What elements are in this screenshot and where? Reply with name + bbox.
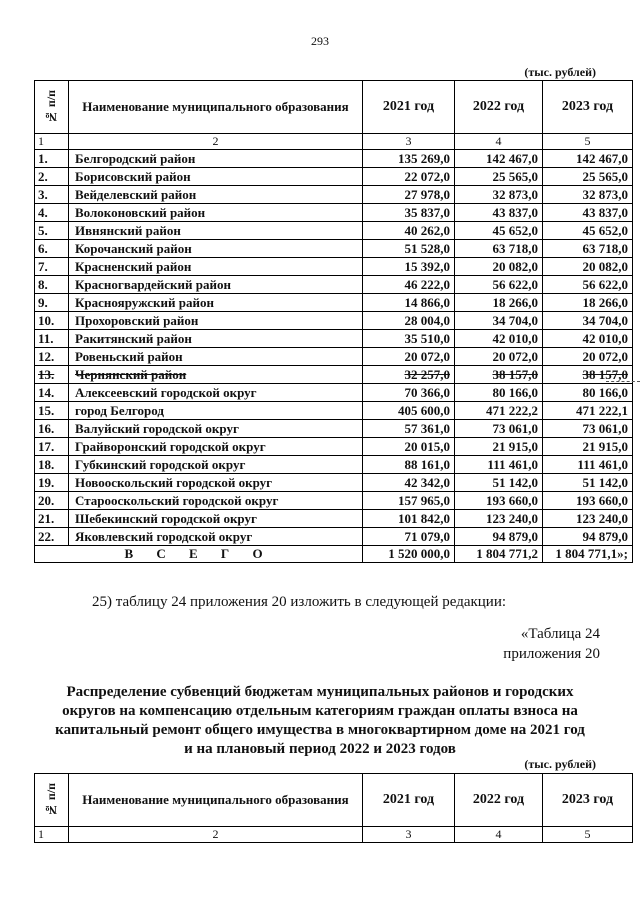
row-2021 bbox=[363, 186, 455, 204]
total-2021: 1 520 000,0 bbox=[363, 546, 455, 563]
row-2023 bbox=[543, 348, 633, 366]
row-name bbox=[69, 168, 363, 186]
row-2021 bbox=[363, 168, 455, 186]
row-2022 bbox=[455, 168, 543, 186]
row-2022-text: 111 461,0 bbox=[487, 456, 538, 472]
row-name bbox=[69, 240, 363, 258]
row-2023 bbox=[543, 474, 633, 492]
row-index bbox=[35, 456, 69, 474]
row-2021-text: 70 366,0 bbox=[404, 384, 450, 400]
row-2021-text: 71 079,0 bbox=[404, 528, 450, 544]
row-2022-text: 94 879,0 bbox=[492, 528, 538, 544]
row-2022 bbox=[455, 366, 543, 384]
row-2021 bbox=[363, 258, 455, 276]
header-2023: 2023 год bbox=[543, 774, 633, 827]
row-2023 bbox=[543, 222, 633, 240]
col-number: 5 bbox=[543, 827, 633, 843]
row-index bbox=[35, 492, 69, 510]
row-2023-text: 42 010,0 bbox=[582, 330, 628, 346]
table-2-title bbox=[40, 683, 600, 759]
row-index-text: 13. bbox=[38, 366, 55, 382]
header-2021: 2021 год bbox=[363, 774, 455, 827]
row-index-text: 1. bbox=[38, 150, 48, 166]
header-num-text: № п/п bbox=[44, 89, 58, 125]
row-2022 bbox=[455, 294, 543, 312]
row-2023-text: 51 142,0 bbox=[582, 474, 628, 490]
row-2023 bbox=[543, 168, 633, 186]
row-name bbox=[69, 276, 363, 294]
row-2021-text: 20 015,0 bbox=[404, 438, 450, 454]
row-index bbox=[35, 528, 69, 546]
row-2023-text: 25 565,0 bbox=[582, 168, 628, 184]
table-row bbox=[35, 240, 633, 258]
row-index bbox=[35, 474, 69, 492]
row-name-text: Красногвардейский район bbox=[75, 276, 231, 292]
row-2023-text: 94 879,0 bbox=[582, 528, 628, 544]
row-2021-text: 20 072,0 bbox=[404, 348, 450, 364]
row-index bbox=[35, 240, 69, 258]
row-2021-text: 35 837,0 bbox=[404, 204, 450, 220]
row-2021-text: 42 342,0 bbox=[404, 474, 450, 490]
row-2022-text: 32 873,0 bbox=[492, 186, 538, 202]
table-row bbox=[35, 222, 633, 240]
row-name bbox=[69, 492, 363, 510]
row-name-text: Новооскольский городской округ bbox=[75, 474, 273, 490]
row-index-text: 8. bbox=[38, 276, 48, 292]
table-row bbox=[35, 294, 633, 312]
row-index bbox=[35, 186, 69, 204]
row-2023 bbox=[543, 150, 633, 168]
row-2023-text: 20 082,0 bbox=[582, 258, 628, 274]
row-index bbox=[35, 222, 69, 240]
row-2021 bbox=[363, 528, 455, 546]
row-index-text: 20. bbox=[38, 492, 55, 508]
row-index-text: 18. bbox=[38, 456, 55, 472]
row-2022-text: 25 565,0 bbox=[492, 168, 538, 184]
column-number-row bbox=[35, 827, 633, 843]
row-name-text: Красненский район bbox=[75, 258, 192, 274]
header-name: Наименование муниципального образования bbox=[69, 774, 363, 827]
row-index-text: 14. bbox=[38, 384, 55, 400]
row-2023 bbox=[543, 384, 633, 402]
row-2021-text: 88 161,0 bbox=[404, 456, 450, 472]
row-2021 bbox=[363, 330, 455, 348]
row-name-text: Ивнянский район bbox=[75, 222, 181, 238]
row-2021-text: 57 361,0 bbox=[404, 420, 450, 436]
row-2021 bbox=[363, 294, 455, 312]
header-2022: 2022 год bbox=[455, 774, 543, 827]
row-name bbox=[69, 420, 363, 438]
row-2021 bbox=[363, 240, 455, 258]
row-name bbox=[69, 456, 363, 474]
row-2023-text: 45 652,0 bbox=[582, 222, 628, 238]
row-name bbox=[69, 348, 363, 366]
row-name bbox=[69, 402, 363, 420]
row-2022-text: 20 072,0 bbox=[492, 348, 538, 364]
row-index-text: 15. bbox=[38, 402, 55, 418]
row-name-text: Краснояружский район bbox=[75, 294, 214, 310]
row-name bbox=[69, 294, 363, 312]
unit-label-2: (тыс. рублей) bbox=[524, 757, 596, 771]
col-number: 3 bbox=[363, 134, 455, 150]
row-2023-text: 21 915,0 bbox=[582, 438, 628, 454]
row-index bbox=[35, 204, 69, 222]
row-index bbox=[35, 294, 69, 312]
table-row bbox=[35, 258, 633, 276]
table-row bbox=[35, 384, 633, 402]
row-2021-text: 22 072,0 bbox=[404, 168, 450, 184]
row-index-text: 5. bbox=[38, 222, 48, 238]
row-index-text: 12. bbox=[38, 348, 55, 364]
row-2021 bbox=[363, 276, 455, 294]
row-2021-text: 32 257,0 bbox=[404, 366, 450, 382]
row-name bbox=[69, 474, 363, 492]
table-row bbox=[35, 168, 633, 186]
table-row bbox=[35, 366, 633, 384]
row-2022 bbox=[455, 150, 543, 168]
header-row bbox=[35, 81, 633, 134]
row-name-text: Алексеевский городской округ bbox=[75, 384, 257, 400]
row-2023-text: 73 061,0 bbox=[582, 420, 628, 436]
header-2021: 2021 год bbox=[363, 81, 455, 134]
row-2023 bbox=[543, 204, 633, 222]
table-row bbox=[35, 510, 633, 528]
row-2023-text: 20 072,0 bbox=[582, 348, 628, 364]
total-row bbox=[35, 546, 633, 563]
row-2022 bbox=[455, 384, 543, 402]
row-name bbox=[69, 150, 363, 168]
row-index-text: 4. bbox=[38, 204, 48, 220]
row-2023 bbox=[543, 240, 633, 258]
total-2023: 1 804 771,1»; bbox=[543, 546, 633, 563]
row-2021-text: 15 392,0 bbox=[404, 258, 450, 274]
row-2022 bbox=[455, 348, 543, 366]
column-number-row bbox=[35, 134, 633, 150]
row-2023 bbox=[543, 276, 633, 294]
row-name bbox=[69, 330, 363, 348]
row-name bbox=[69, 384, 363, 402]
row-name-text: Грайворонский городской округ bbox=[75, 438, 266, 454]
row-index bbox=[35, 312, 69, 330]
row-2022-text: 18 266,0 bbox=[492, 294, 538, 310]
row-2021-text: 28 004,0 bbox=[404, 312, 450, 328]
row-2022-text: 38 157,0 bbox=[492, 366, 538, 382]
row-2023-text: 193 660,0 bbox=[576, 492, 628, 508]
row-2021-text: 46 222,0 bbox=[404, 276, 450, 292]
row-2021 bbox=[363, 366, 455, 384]
table-row bbox=[35, 330, 633, 348]
row-2022-text: 80 166,0 bbox=[492, 384, 538, 400]
row-name-text: Борисовский район bbox=[75, 168, 191, 184]
row-2022-text: 193 660,0 bbox=[486, 492, 538, 508]
row-2021-text: 14 866,0 bbox=[404, 294, 450, 310]
row-index-text: 16. bbox=[38, 420, 55, 436]
row-2022-text: 45 652,0 bbox=[492, 222, 538, 238]
table-row bbox=[35, 420, 633, 438]
col-number: 2 bbox=[69, 827, 363, 843]
row-2023-text: 142 467,0 bbox=[576, 150, 628, 166]
row-2023-text: 63 718,0 bbox=[582, 240, 628, 256]
row-index bbox=[35, 366, 69, 384]
row-index bbox=[35, 150, 69, 168]
row-2022 bbox=[455, 330, 543, 348]
col-number: 4 bbox=[455, 134, 543, 150]
row-index-text: 21. bbox=[38, 510, 55, 526]
row-2023-text: 34 704,0 bbox=[582, 312, 628, 328]
table-row bbox=[35, 456, 633, 474]
row-2022 bbox=[455, 204, 543, 222]
row-2023 bbox=[543, 330, 633, 348]
row-2023-text: 471 222,1 bbox=[576, 402, 628, 418]
col-number: 1 bbox=[35, 134, 69, 150]
row-2023 bbox=[543, 258, 633, 276]
row-2022-text: 56 622,0 bbox=[492, 276, 538, 292]
total-label: В С Е Г О bbox=[35, 546, 363, 563]
row-index-text: 7. bbox=[38, 258, 48, 274]
row-index-text: 2. bbox=[38, 168, 48, 184]
table-row bbox=[35, 348, 633, 366]
row-index-text: 17. bbox=[38, 438, 55, 454]
table-row bbox=[35, 204, 633, 222]
row-2021 bbox=[363, 456, 455, 474]
subsidy-table-1 bbox=[34, 80, 633, 563]
row-2021-text: 135 269,0 bbox=[398, 150, 450, 166]
table-row bbox=[35, 186, 633, 204]
row-2021 bbox=[363, 348, 455, 366]
strike-dash-line bbox=[606, 381, 640, 382]
row-2022-text: 123 240,0 bbox=[486, 510, 538, 526]
row-2023 bbox=[543, 492, 633, 510]
row-2022 bbox=[455, 402, 543, 420]
title-line: капитальный ремонт общего имущества в многоквартирном доме на 2021 год bbox=[55, 722, 585, 738]
row-name-text: Белгородский район bbox=[75, 150, 196, 166]
row-index-text: 22. bbox=[38, 528, 55, 544]
row-2023-text: 80 166,0 bbox=[582, 384, 628, 400]
amendment-paragraph: 25) таблицу 24 приложения 20 изложить в следующей редакции: bbox=[92, 594, 507, 610]
row-2021 bbox=[363, 420, 455, 438]
row-name-text: Валуйский городской округ bbox=[75, 420, 239, 436]
row-2023 bbox=[543, 312, 633, 330]
row-2022 bbox=[455, 420, 543, 438]
row-2021-text: 101 842,0 bbox=[398, 510, 450, 526]
row-index-text: 19. bbox=[38, 474, 55, 490]
row-2021 bbox=[363, 474, 455, 492]
row-index-text: 6. bbox=[38, 240, 48, 256]
row-2022-text: 20 082,0 bbox=[492, 258, 538, 274]
header-num bbox=[35, 81, 69, 134]
row-2022-text: 43 837,0 bbox=[492, 204, 538, 220]
row-index-text: 3. bbox=[38, 186, 48, 202]
table-row bbox=[35, 402, 633, 420]
unit-label-1: (тыс. рублей) bbox=[524, 65, 596, 79]
col-number: 1 bbox=[35, 827, 69, 843]
row-2021 bbox=[363, 402, 455, 420]
row-name-text: город Белгород bbox=[75, 402, 164, 418]
table-row bbox=[35, 150, 633, 168]
row-2022-text: 63 718,0 bbox=[492, 240, 538, 256]
row-name-text: Яковлевский городской округ bbox=[75, 528, 253, 544]
row-2023-text: 18 266,0 bbox=[582, 294, 628, 310]
row-2021-text: 405 600,0 bbox=[398, 402, 450, 418]
row-2023 bbox=[543, 510, 633, 528]
row-name-text: Ракитянский район bbox=[75, 330, 192, 346]
row-index bbox=[35, 258, 69, 276]
header-2023: 2023 год bbox=[543, 81, 633, 134]
row-2022-text: 21 915,0 bbox=[492, 438, 538, 454]
row-2022 bbox=[455, 474, 543, 492]
row-index bbox=[35, 402, 69, 420]
row-index bbox=[35, 330, 69, 348]
row-name bbox=[69, 222, 363, 240]
caption-line-2: приложения 20 bbox=[503, 646, 600, 662]
row-2022-text: 471 222,2 bbox=[486, 402, 538, 418]
row-2023-text: 56 622,0 bbox=[582, 276, 628, 292]
row-name-text: Шебекинский городской округ bbox=[75, 510, 257, 526]
row-2021 bbox=[363, 150, 455, 168]
row-2023-text: 32 873,0 bbox=[582, 186, 628, 202]
header-num-text: № п/п bbox=[44, 782, 58, 818]
row-name-text: Прохоровский район bbox=[75, 312, 199, 328]
row-name-text: Ровеньский район bbox=[75, 348, 183, 364]
row-index bbox=[35, 384, 69, 402]
row-index bbox=[35, 510, 69, 528]
row-2021-text: 157 965,0 bbox=[398, 492, 450, 508]
row-name-text: Вейделевский район bbox=[75, 186, 197, 202]
header-name: Наименование муниципального образования bbox=[69, 81, 363, 134]
header-2022: 2022 год bbox=[455, 81, 543, 134]
row-2021 bbox=[363, 492, 455, 510]
row-2022 bbox=[455, 240, 543, 258]
row-2021 bbox=[363, 438, 455, 456]
subsidy-table-2 bbox=[34, 773, 633, 843]
row-2021-text: 40 262,0 bbox=[404, 222, 450, 238]
table-row bbox=[35, 438, 633, 456]
title-line: и на плановый период 2022 и 2023 годов bbox=[184, 741, 456, 757]
row-2023 bbox=[543, 438, 633, 456]
row-index-text: 10. bbox=[38, 312, 55, 328]
row-2023 bbox=[543, 420, 633, 438]
title-line: Распределение субвенций бюджетам муниципальных районов и городских bbox=[66, 684, 574, 700]
table-2-caption bbox=[503, 624, 600, 664]
row-name bbox=[69, 204, 363, 222]
row-2021 bbox=[363, 510, 455, 528]
row-2022 bbox=[455, 456, 543, 474]
title-line: округов на компенсацию отдельным категориям граждан оплаты взноса на bbox=[62, 703, 578, 719]
row-index bbox=[35, 276, 69, 294]
row-2022-text: 142 467,0 bbox=[486, 150, 538, 166]
row-index-text: 9. bbox=[38, 294, 48, 310]
table-row bbox=[35, 276, 633, 294]
row-2022 bbox=[455, 312, 543, 330]
row-2023 bbox=[543, 528, 633, 546]
table-row bbox=[35, 312, 633, 330]
row-2023 bbox=[543, 402, 633, 420]
row-index bbox=[35, 420, 69, 438]
col-number: 2 bbox=[69, 134, 363, 150]
row-2021 bbox=[363, 312, 455, 330]
row-2023-text: 38 157,0 bbox=[582, 366, 628, 382]
row-name-text: Старооскольский городской округ bbox=[75, 492, 279, 508]
row-name bbox=[69, 438, 363, 456]
table-row bbox=[35, 528, 633, 546]
caption-line-1: «Таблица 24 bbox=[520, 626, 600, 642]
row-name bbox=[69, 510, 363, 528]
table-row bbox=[35, 474, 633, 492]
row-index bbox=[35, 168, 69, 186]
row-index-text: 11. bbox=[38, 330, 54, 346]
row-2022 bbox=[455, 258, 543, 276]
row-2021 bbox=[363, 384, 455, 402]
row-2022 bbox=[455, 186, 543, 204]
row-name bbox=[69, 312, 363, 330]
row-2023-text: 43 837,0 bbox=[582, 204, 628, 220]
row-2023-text: 111 461,0 bbox=[577, 456, 628, 472]
row-2022 bbox=[455, 510, 543, 528]
row-2023 bbox=[543, 294, 633, 312]
row-2023-text: 123 240,0 bbox=[576, 510, 628, 526]
row-2022-text: 34 704,0 bbox=[492, 312, 538, 328]
col-number: 4 bbox=[455, 827, 543, 843]
row-2023 bbox=[543, 456, 633, 474]
row-name-text: Корочанский район bbox=[75, 240, 192, 256]
row-2021 bbox=[363, 204, 455, 222]
row-name-text: Волоконовский район bbox=[75, 204, 206, 220]
row-name bbox=[69, 186, 363, 204]
row-2022 bbox=[455, 492, 543, 510]
row-2022-text: 42 010,0 bbox=[492, 330, 538, 346]
row-2022-text: 51 142,0 bbox=[492, 474, 538, 490]
row-2021-text: 35 510,0 bbox=[404, 330, 450, 346]
row-name-text: Губкинский городской округ bbox=[75, 456, 246, 472]
header-row bbox=[35, 774, 633, 827]
row-2021 bbox=[363, 222, 455, 240]
row-name-text: Чернянский район bbox=[75, 366, 187, 382]
row-2022 bbox=[455, 276, 543, 294]
row-2022-text: 73 061,0 bbox=[492, 420, 538, 436]
row-index bbox=[35, 438, 69, 456]
row-2022 bbox=[455, 438, 543, 456]
row-2023 bbox=[543, 186, 633, 204]
page-number: 293 bbox=[311, 34, 329, 48]
col-number: 3 bbox=[363, 827, 455, 843]
total-2022: 1 804 771,2 bbox=[455, 546, 543, 563]
table-row bbox=[35, 492, 633, 510]
row-name bbox=[69, 528, 363, 546]
row-name bbox=[69, 258, 363, 276]
col-number: 5 bbox=[543, 134, 633, 150]
row-2022 bbox=[455, 528, 543, 546]
row-index bbox=[35, 348, 69, 366]
row-2021-text: 51 528,0 bbox=[404, 240, 450, 256]
row-name bbox=[69, 366, 363, 384]
row-2022 bbox=[455, 222, 543, 240]
row-2021-text: 27 978,0 bbox=[404, 186, 450, 202]
header-num bbox=[35, 774, 69, 827]
